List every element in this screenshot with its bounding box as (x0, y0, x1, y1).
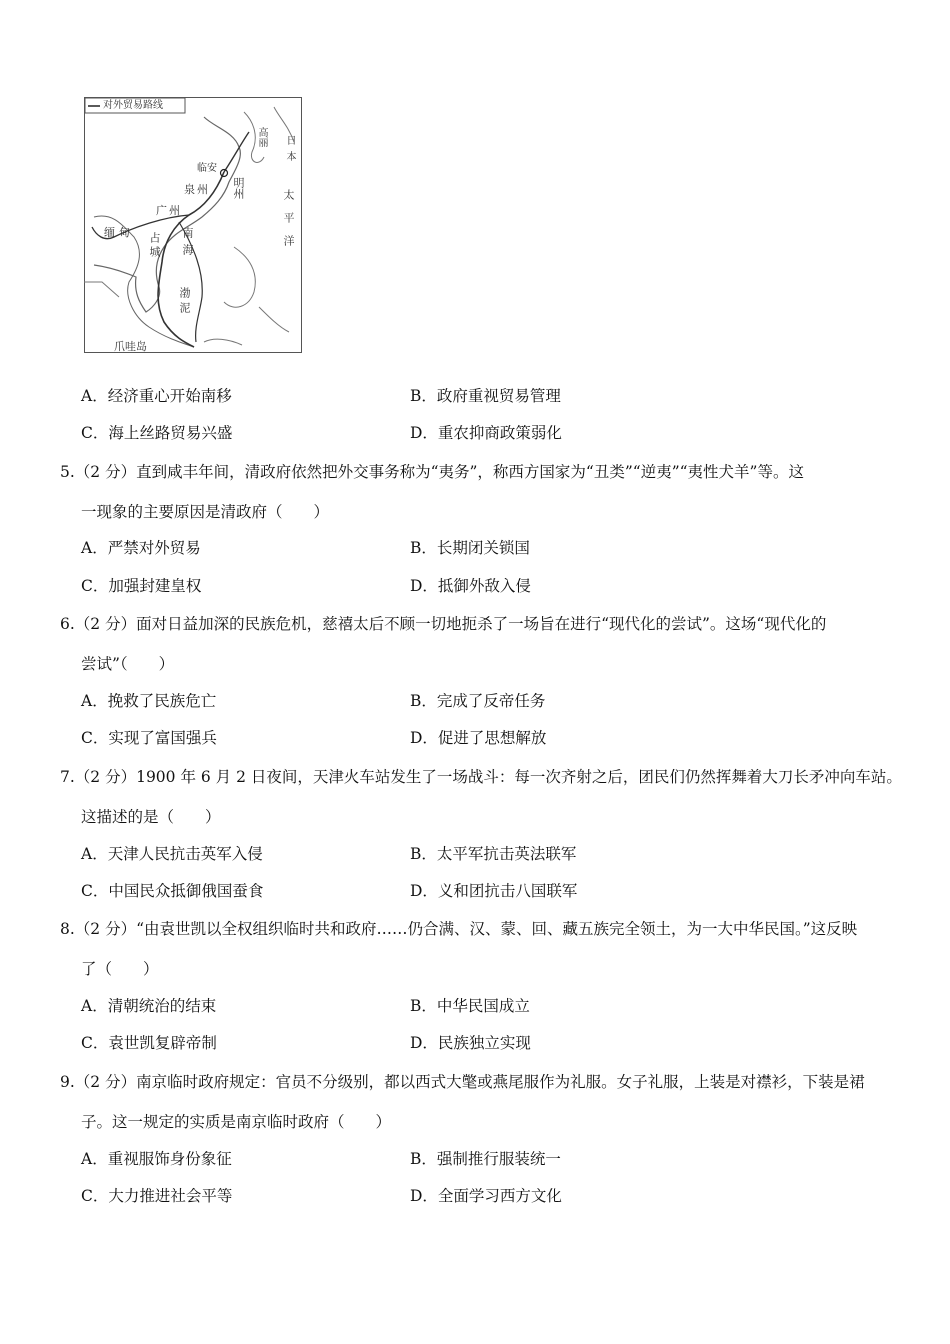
map-label-gaoli: 高丽 (256, 127, 267, 147)
q4-option-a: A．经济重心开始南移 (81, 387, 232, 405)
q8-option-d: D．民族独立实现 (410, 1034, 531, 1052)
q9-stem-line1: 9.（2 分）南京临时政府规定：官员不分级别，都以西式大氅或燕尾服作为礼服。女子礼服，上装是对襟衫，下装是裙 (60, 1073, 865, 1091)
q5-option-b: B．长期闭关锁国 (410, 539, 530, 557)
q8-option-b: B．中华民国成立 (410, 997, 530, 1015)
q8-stem-line1: 8.（2 分）“由袁世凯以全权组织临时共和政府……仍合满、汉、蒙、回、藏五族完全领土，为一大中华民国。”这反映 (60, 920, 858, 938)
q6-option-c: C．实现了富国强兵 (81, 729, 217, 747)
map-label-taipingyang: 太平洋 (282, 189, 295, 258)
q6-option-b: B．完成了反帝任务 (410, 692, 546, 710)
q9-option-d: D．全面学习西方文化 (410, 1187, 562, 1205)
q5-option-d: D．抵御外敌入侵 (410, 577, 531, 595)
q5-option-a: A．严禁对外贸易 (81, 539, 201, 557)
q4-option-d: D．重农抑商政策弱化 (410, 424, 562, 442)
q9-stem-line2: 子。这一规定的实质是南京临时政府（ ） (81, 1113, 392, 1131)
map-legend: 对外贸易路线 (103, 100, 163, 111)
map-label-zhaowadao: 爪哇岛 (114, 340, 147, 353)
q4-option-c: C．海上丝路贸易兴盛 (81, 424, 233, 442)
q8-option-c: C．袁世凯复辟帝制 (81, 1034, 217, 1052)
q9-option-b: B．强制推行服装统一 (410, 1150, 561, 1168)
map-label-miandian: 缅甸 (104, 226, 134, 239)
q5-stem-line1: 5.（2 分）直到咸丰年间，清政府依然把外交事务称为“夷务”，称西方国家为“丑类”“逆夷”“夷性犬羊”等。这 (60, 463, 804, 481)
map-label-bonai: 渤泥 (178, 287, 191, 317)
q6-stem-line2: 尝试”（ ） (81, 655, 175, 673)
q6-option-a: A．挽救了民族危亡 (81, 692, 217, 710)
q7-option-a: A．天津人民抗击英军入侵 (81, 845, 263, 863)
map-label-zhancheng: 占城 (148, 232, 161, 260)
q7-option-c: C．中国民众抵御俄国蚕食 (81, 882, 264, 900)
map-label-guangzhou: 广州 (156, 204, 182, 217)
q7-option-b: B．太平军抗击英法联军 (410, 845, 577, 863)
map-label-nanhai: 南海 (181, 227, 194, 261)
map-label-quanzhou: 泉州 (184, 183, 210, 196)
map-label-riben: 日本 (284, 135, 295, 167)
q4-option-b: B．政府重视贸易管理 (410, 387, 561, 405)
q7-option-d: D．义和团抗击八国联军 (410, 882, 578, 900)
q7-stem-line1: 7.（2 分）1900 年 6 月 2 日夜间，天津火车站发生了一场战斗：每一次齐射之后，团民们仍然挥舞着大刀长矛冲向车站。 (60, 768, 902, 786)
map-label-linan: 临安 (197, 163, 217, 174)
q9-option-a: A．重视服饰身份象征 (81, 1150, 232, 1168)
q5-option-c: C．加强封建皇权 (81, 577, 202, 595)
q8-option-a: A．清朝统治的结束 (81, 997, 217, 1015)
q5-stem-line2: 一现象的主要原因是清政府（ ） (81, 503, 330, 521)
q9-option-c: C．大力推进社会平等 (81, 1187, 233, 1205)
q8-stem-line2: 了（ ） (81, 960, 159, 978)
map-label-mingzhou: 明州 (232, 177, 245, 199)
q7-stem-line2: 这描述的是（ ） (81, 808, 221, 826)
q6-stem-line1: 6.（2 分）面对日益加深的民族危机，慈禧太后不顾一切地扼杀了一场旨在进行“现代化的尝试”。这场“现代化的 (60, 615, 827, 633)
trade-route-map (84, 97, 302, 353)
q6-option-d: D．促进了思想解放 (410, 729, 547, 747)
